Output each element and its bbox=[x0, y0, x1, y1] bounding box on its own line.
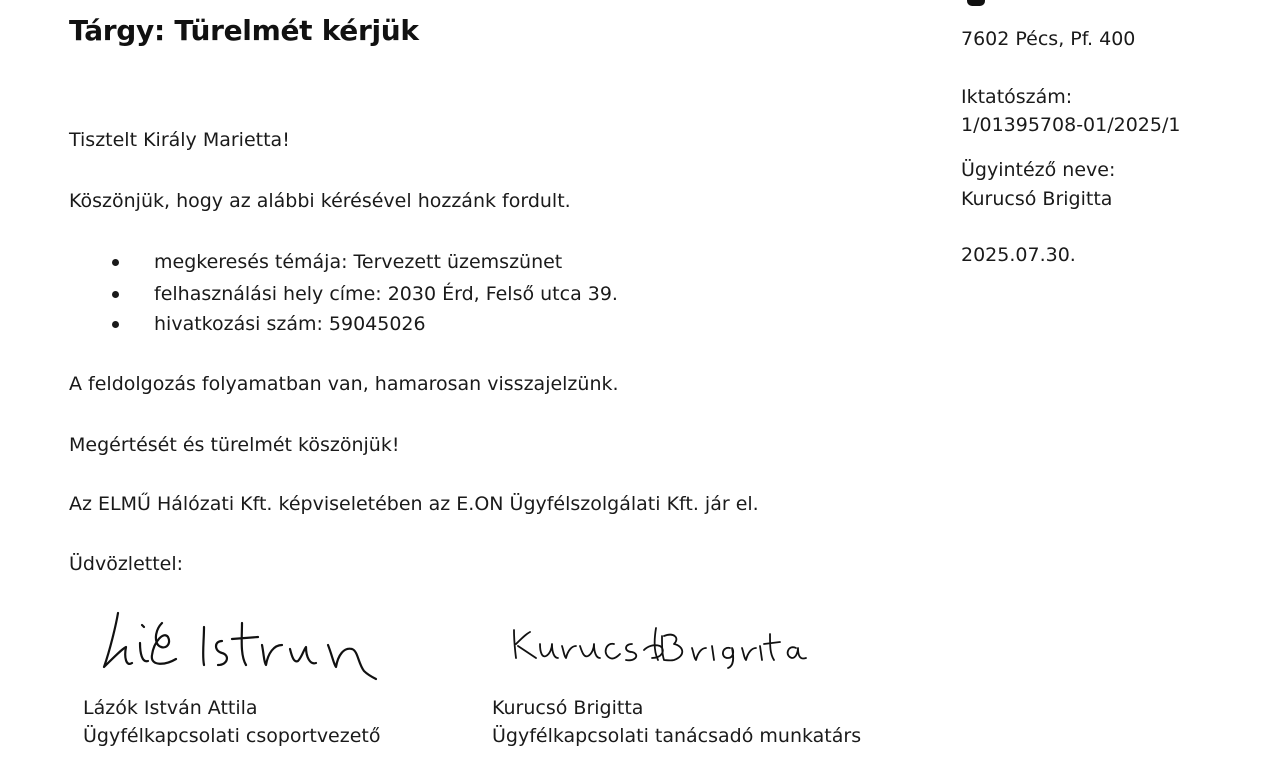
signatory-2-name: Kurucsó Brigitta bbox=[492, 697, 644, 719]
list-item bbox=[112, 312, 618, 344]
signature-1-image bbox=[96, 605, 386, 690]
handler-name: Kurucsó Brigitta bbox=[961, 188, 1113, 210]
reference-number: 1/01395708-01/2025/1 bbox=[961, 114, 1181, 136]
subject-heading: Tárgy: Türelmét kérjük bbox=[69, 14, 419, 47]
bullet-icon bbox=[112, 321, 119, 328]
reference-label: Iktatószám: bbox=[961, 86, 1073, 108]
bullet-icon bbox=[112, 259, 119, 266]
thanks-paragraph: Megértését és türelmét köszönjük! bbox=[69, 434, 400, 456]
list-item bbox=[112, 282, 618, 314]
signatory-2-title: Ügyfélkapcsolati tanácsadó munkatárs bbox=[492, 725, 862, 747]
list-item-text: felhasználási hely címe: 2030 Érd, Felső utca 39. bbox=[154, 283, 618, 305]
signature-2-image bbox=[508, 620, 808, 670]
greeting: Tisztelt Király Marietta! bbox=[69, 129, 290, 151]
request-details-list bbox=[112, 250, 618, 346]
intro-paragraph: Köszönjük, hogy az alábbi kérésével hozzánk fordult. bbox=[69, 190, 571, 212]
signatory-1-title: Ügyfélkapcsolati csoportvezető bbox=[83, 725, 381, 747]
logo-corner-mark bbox=[967, 0, 985, 6]
list-item-text: hivatkozási szám: 59045026 bbox=[154, 313, 426, 335]
list-item bbox=[112, 250, 618, 282]
list-item-text: megkeresés témája: Tervezett üzemszünet bbox=[154, 251, 563, 273]
bullet-icon bbox=[112, 291, 119, 298]
representation-paragraph: Az ELMŰ Hálózati Kft. képviseletében az E.ON Ügyfélszolgálati Kft. jár el. bbox=[69, 493, 759, 515]
letter-date: 2025.07.30. bbox=[961, 244, 1076, 266]
sender-address: 7602 Pécs, Pf. 400 bbox=[961, 28, 1136, 50]
handler-label: Ügyintéző neve: bbox=[961, 159, 1116, 181]
signatory-1-name: Lázók István Attila bbox=[83, 697, 258, 719]
closing-line: Üdvözlettel: bbox=[69, 553, 184, 575]
processing-paragraph: A feldolgozás folyamatban van, hamarosan visszajelzünk. bbox=[69, 373, 619, 395]
